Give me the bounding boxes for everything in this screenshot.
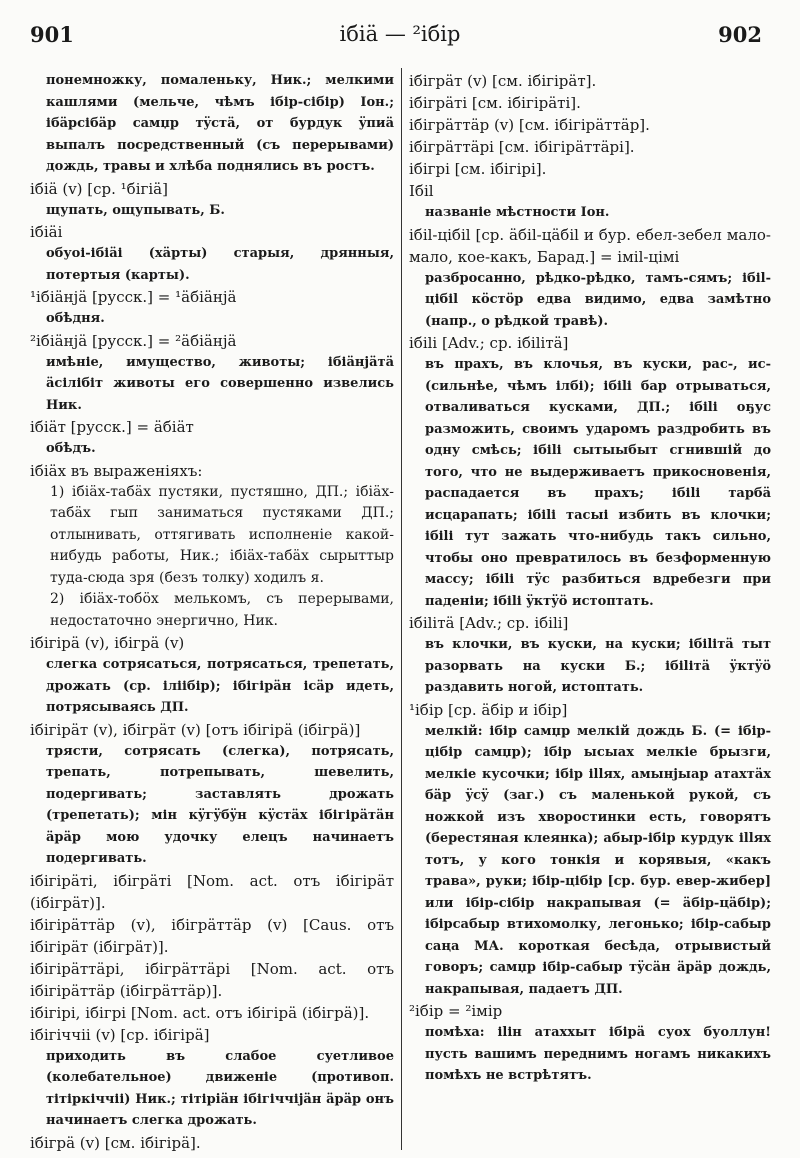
entry-headword: ібігіччіі (v) [ср. ібігірä]: [30, 1025, 210, 1044]
entry-headword: ібіä (v) [ср. ¹бігіä]: [30, 179, 168, 198]
dictionary-entry: [30, 958, 394, 1002]
dictionary-entry: [30, 416, 394, 460]
entry-headword: ібіl-цібіl [ср. äбіl-цäбіl и бур. ебел-зебел мало-мало, кое-какъ, Барад.] = іміl-цімі: [409, 225, 771, 266]
entry-definition: обуоі-ібіäі (хäрты) старыя, дрянныя, потертыя (карты).: [46, 246, 394, 283]
page-number-right: 902: [718, 22, 762, 47]
dictionary-entry: [30, 330, 394, 417]
entry-headword: ібігірäттäрі, ібігрäттäрі [Nom. act. отъ ібігірäттäр (ібігрäттäр)].: [30, 959, 394, 1000]
entry-headword: ²ібіäнjä [русск.] = ²äбіäнjä: [30, 331, 237, 350]
dictionary-entry: [409, 1000, 771, 1087]
page-header: [0, 22, 800, 58]
entry-headword: ¹ібір [ср. äбір и ібір]: [409, 700, 568, 719]
dictionary-entry: [30, 1024, 394, 1132]
entry-definition: обѣдъ.: [46, 441, 96, 456]
entry-headword: ібігірäт (v), ібігрäт (v) [отъ ібігірä (ібігрä)]: [30, 720, 361, 739]
entry-headword: ²ібір = ²імір: [409, 1002, 503, 1020]
entry-headword: ібігрäттäрі [см. ібігірäттäрі].: [409, 138, 635, 156]
entry-headword: ібігрä (v) [см. ібігірä].: [30, 1133, 201, 1152]
entry-definition: помѣха: іlін атаххыт ібірä суох буоллун! пусть вашимъ переднимъ ногамъ никакихъ помѣхъ не встрѣтятъ.: [425, 1025, 771, 1083]
running-head: ібіä — ²ібір: [339, 22, 461, 46]
entry-headword: ібіlі [Adv.; ср. ібіlітä]: [409, 334, 569, 352]
entry-headword: ібігрäті [см. ібігірäті].: [409, 94, 581, 112]
entry-definition: названіе мѣстности Іон.: [425, 205, 610, 220]
dictionary-entry: [30, 719, 394, 870]
entry-headword: Ібіl: [409, 182, 434, 200]
column-divider: [401, 68, 402, 1150]
dictionary-entry: [30, 70, 394, 178]
entry-headword: ібігірäттäр (v), ібігрäттäр (v) [Caus. отъ ібігірäт (ібігрäт)].: [30, 915, 394, 956]
dictionary-entry: [30, 221, 394, 286]
dictionary-entry: [30, 286, 394, 330]
dictionary-entry: [30, 914, 394, 958]
dictionary-entry: [30, 1002, 394, 1024]
dictionary-entry: [30, 178, 394, 222]
page-number-left: 901: [30, 22, 74, 47]
entry-definition: приходить въ слабое суетливое (колебательное) движеніе (противоп. тітіркіччіі) Ник.; тітірiäн ібігіччіjäн äрäр онъ начинаетъ слегка дрожать.: [46, 1048, 394, 1128]
entry-definition: трясти, сотрясать (слегка), потрясать, трепать, потрепывать, шевелить, подергивать; заставлять дрожать (трепетать); мін кÿгÿбÿн кÿстäх ібігірäтäн äрäр мою удочку елецъ начинаетъ подергивать.: [46, 743, 394, 866]
entry-headword: ібігрäт (v) [см. ібігірäт].: [409, 72, 597, 90]
entry-headword: ібігрäттäр (v) [см. ібігірäттäр].: [409, 116, 650, 134]
entry-definition: разбросанно, рѣдко-рѣдко, тамъ-сямъ; ібіl-цібіl кöстöр едва видимо, едва замѣтно (напр., о рѣдкой травѣ).: [425, 270, 771, 329]
dictionary-entry: [409, 224, 771, 333]
entry-headword: ібіlітä [Adv.; ср. ібіlі]: [409, 614, 569, 632]
entry-definition: 2) ібіäх-тобöх мелькомъ, съ перерывами, недостаточно энергично, Ник.: [50, 591, 394, 629]
dictionary-entry: [30, 1132, 394, 1154]
entry-definition: мелкій: ібір самџр мелкій дождь Б. (= ібір-цібір самџр); ібір ысыах мелкіе брызги, мелкіе кусочки; ібір іllях, амынjыар атахтäх бäр ÿсÿ (заг.) съ маленькой рукой, съ ножкой изъ хворостинки есть, говорятъ (берестяная клеянка); абыр-ібір курдук іllях тотъ, у кого тонкія и корявыя, «какъ трава», руки; ібір-цібір [ср. бур. евер-жибер] или ібір-сібір накрапывая (= äбір-цäбір); ібірсабыр втихомолку, легонько; ібір-сабыр саңа МА. короткая бесѣда, отрывистый говоръ; самџр ібір-сабыр тÿсäн äрäр дождь, накрапывая, падаетъ ДП.: [425, 723, 771, 997]
entry-definition: щупать, ощупывать, Б.: [46, 202, 225, 218]
entry-headword: ібігрі [см. ібігірі].: [409, 160, 547, 178]
dictionary-entry: [30, 460, 394, 633]
entry-headword: ібіäт [русск.] = äбіäт: [30, 418, 194, 436]
dictionary-entry: [409, 92, 771, 114]
entry-headword: ¹ібіäнjä [русск.] = ¹äбіäнjä: [30, 288, 237, 306]
entry-definition: слегка сотрясаться, потрясаться, трепетать, дрожать (ср. іліібір); ібігірäн ісäр идеть, потрясываясь ДП.: [46, 657, 394, 715]
dictionary-entry: [30, 870, 394, 914]
entry-definition: имѣніе, имущество, животы; ібіäнjäтä äсілібіт животы его совершенно извелись Ник.: [46, 354, 394, 413]
dictionary-entry: [409, 332, 771, 612]
dictionary-entry: [409, 158, 771, 180]
left-column: [30, 70, 394, 1154]
dictionary-entry: [409, 114, 771, 136]
entry-headword: ібіäх въ выраженіяхъ:: [30, 461, 203, 480]
entry-definition: въ клочки, въ куски, на куски; ібіlітä тыт разорвать на куски Б.; ібіlітä ÿктÿö раздавить ногой, истоптать.: [425, 637, 771, 695]
dictionary-entry: [409, 136, 771, 158]
entry-definition: въ прахъ, въ клочья, въ куски, рас-, ис- (сильнѣе, чѣмъ ілбі); ібіlі бар отрываться, отваливаться кусками, ДП.; ібіlі оҕус разможить, своимъ ударомъ раздробить въ одну смѣсь; ібіlі сытыыбыт сгнившій до того, что не выдерживаетъ прикосновенія, распадается въ прахъ; ібіlі тарбä исцарапать; ібіlі тасыі избить въ клочки; ібіlі тут зажать что-нибудь такъ сильно, чтобы оно превратилось въ безформенную массу; ібіlі тÿс разбиться вдребезги при паденіи; ібіlі ÿктÿö истоптать.: [425, 357, 771, 609]
dictionary-entry: [409, 70, 771, 92]
dictionary-entry: [409, 612, 771, 699]
entry-definition: понемножку, помаленьку, Ник.; мелкими кашлями (мельче, чѣмъ ібір-сібір) Іон.; ібäрсібäр самџр тÿстä, от бурдук ÿпиä выпалъ посредственный (съ перерывами) дождь, травы и хлѣба поднялись въ ростъ.: [46, 73, 394, 174]
entry-headword: ібіäі: [30, 223, 63, 241]
right-column: [409, 70, 771, 1087]
entry-headword: ібігірі, ібігрі [Nom. act. отъ ібігірä (ібігрä)].: [30, 1003, 370, 1022]
dictionary-entry: [30, 632, 394, 719]
entry-headword: ібігірä (v), ібігрä (v): [30, 634, 185, 652]
entry-definition: 1) ібіäх-табäх пустяки, пустяшно, ДП.; ібіäх-табäх гып заниматься пустяками ДП.; отлынивать, оттягивать исполненіе какой-нибудь работы, Ник.; ібіäх-табäх сырыттыр туда-сюда зря (безъ толку) ходилъ я.: [50, 483, 394, 586]
entry-definition: обѣдня.: [46, 311, 105, 326]
entry-headword: ібігірäті, ібігрäті [Nom. act. отъ ібігірäт (ібігрäт)].: [30, 871, 394, 912]
dictionary-entry: [409, 180, 771, 224]
dictionary-entry: [409, 699, 771, 1001]
